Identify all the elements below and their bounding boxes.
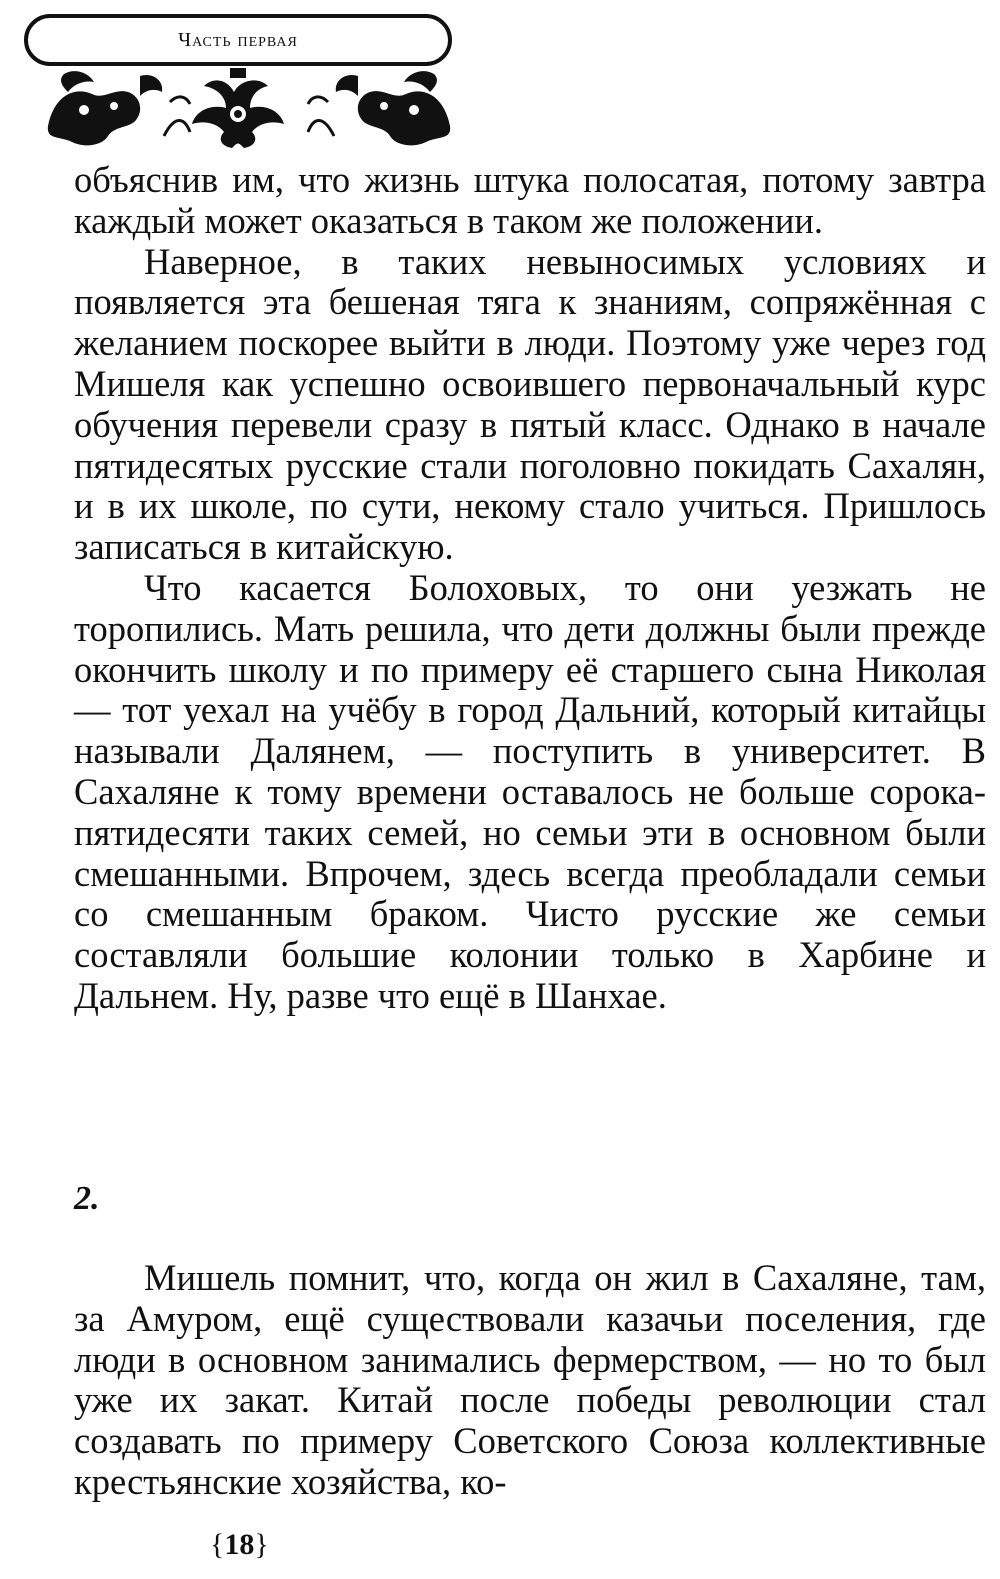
paragraph: Наверное, в таких невыносимых условиях и появляется эта бешеная тяга к знаниям, сопряжённая с желанием поскорее выйти в люди. Поэтому уже через год Мишеля как успешно освоившего первоначальный курс обучения перевели сразу в пятый класс. Однако в начале пятидесятых русские стали поголовно покидать Сахалян, и в их школе, по сути, некому стало учиться. Пришлось записаться в китайскую. <box>74 240 986 568</box>
body-text-block-1 <box>74 160 986 1017</box>
body-text-block-2 <box>74 1258 986 1503</box>
running-header-label: Часть первая <box>178 28 298 51</box>
page-number-brace-open: { <box>210 1528 225 1561</box>
dragons-and-eagle-ornament-icon <box>44 66 454 150</box>
paragraph: Мишель помнит, что, когда он жил в Сахаляне, там, за Амуром, ещё существовали казачьи поселения, где люди в основном занимались фермерством, — но то был уже их закат. Китай после победы революции стал создавать по примеру Советского Союза коллективные крестьянские хозяйства, ко- <box>74 1257 986 1502</box>
page-number-value: 18 <box>224 1528 255 1561</box>
section-number: 2. <box>74 1180 100 1217</box>
paragraph: Что касается Болоховых, то они уезжать не торопились. Мать решила, что дети должны были прежде окончить школу и по примеру её старшего сына Николая — тот уехал на учёбу в город Дальний, который китайцы называли Далянем, — поступить в университет. В Сахаляне к тому времени оставалось не больше сорока-пятидесяти таких семей, но семьи эти в основном были смешанными. Впрочем, здесь всегда преобладали семьи со смешанным браком. Чисто русские же семьи составляли большие колонии только в Харбине и Дальнем. Ну, разве что ещё в Шанхае. <box>74 566 986 1016</box>
paragraph-continued: объяснив им, что жизнь штука полосатая, потому завтра каждый может оказаться в таком же положении. <box>74 159 986 241</box>
running-header-tab <box>24 14 452 66</box>
page-number <box>210 1528 269 1562</box>
page-number-brace-close: } <box>254 1528 269 1561</box>
